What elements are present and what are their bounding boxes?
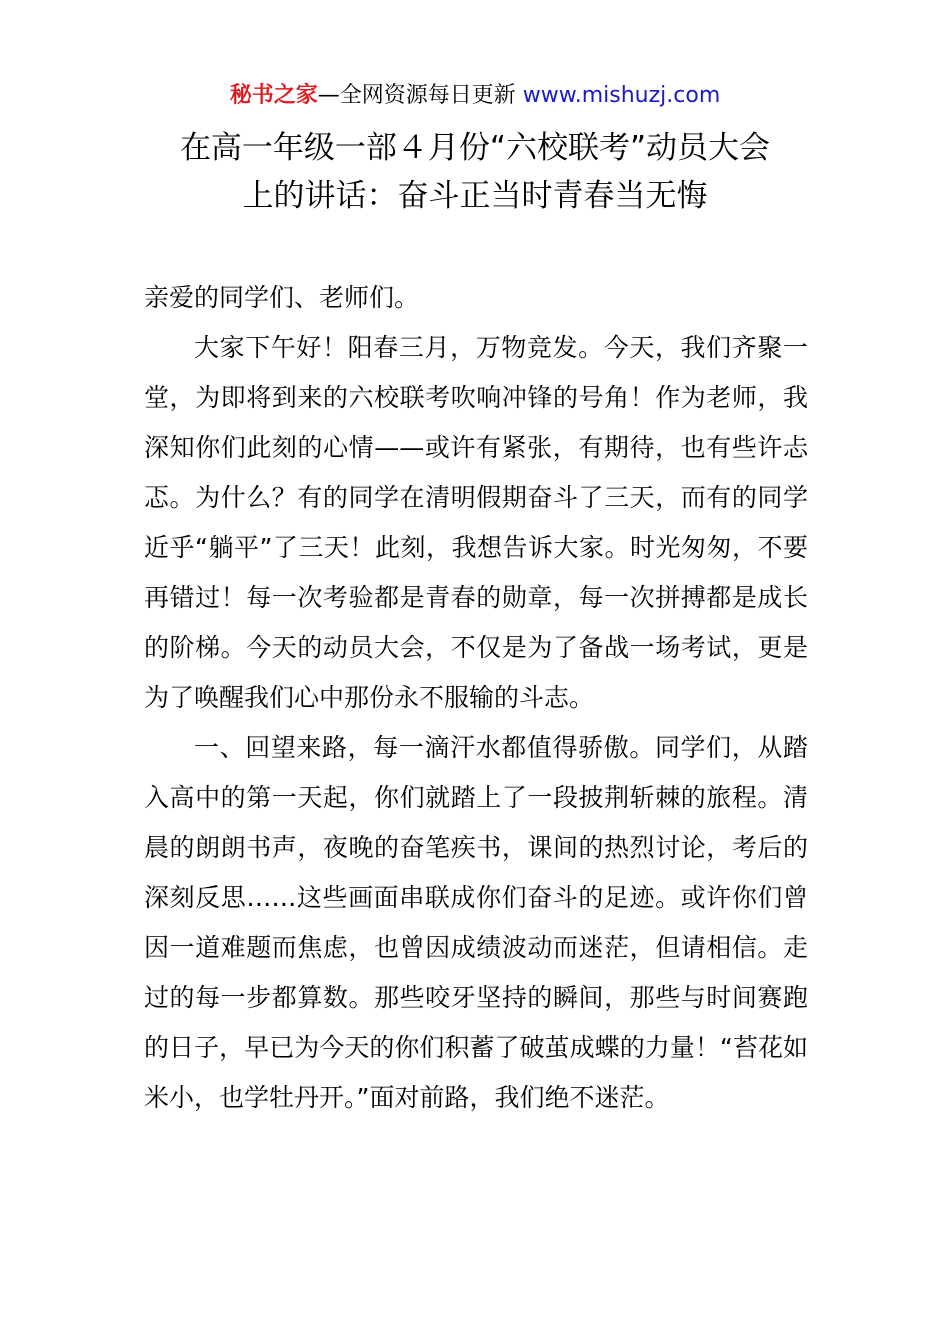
document-title — [0, 124, 950, 220]
title-line-1: 在高一年级一部４月份“六校联考”动员大会 — [179, 130, 771, 166]
brand-name: 秘书之家 — [229, 83, 318, 108]
paragraph-1: 大家下午好！阳春三月，万物竞发。今天，我们齐聚一堂，为即将到来的六校联考吹响冲锋的号角！作为老师，我深知你们此刻的心情——或许有紧张，有期待，也有些许忐忑。为什么？有的同学在清明假期奋斗了三天，而有的同学近乎“躺平”了三天！此刻，我想告诉大家。时光匆匆，不要再错过！每一次考验都是青春的勋章，每一次拼搏都是成长的阶梯。今天的动员大会，不仅是为了备战一场考试，更是为了唤醒我们心中那份永不服输的斗志。 — [144, 333, 808, 712]
title-line-2: 上的讲话：奋斗正当时青春当无悔 — [242, 178, 708, 214]
salutation: 亲爱的同学们、老师们。 — [144, 283, 420, 312]
header-tagline: —全网资源每日更新 — [317, 83, 523, 108]
site-url-link[interactable]: www.mishuzj.com — [522, 83, 721, 108]
paragraph-2: 一、回望来路，每一滴汗水都值得骄傲。同学们，从踏入高中的第一天起，你们就踏上了一段披荆斩棘的旅程。清晨的朗朗书声，夜晚的奋笔疾书，课间的热烈讨论，考后的深刻反思……这些画面串联成你们奋斗的足迹。或许你们曾因一道难题而焦虑，也曾因成绩波动而迷茫，但请相信。走过的每一步都算数。那些咬牙坚持的瞬间，那些与时间赛跑的日子，早已为今天的你们积蓄了破茧成蝶的力量！“苔花如米小，也学牡丹开。”面对前路，我们绝不迷茫。 — [144, 733, 808, 1112]
document-body — [144, 273, 808, 1123]
site-header — [0, 80, 950, 112]
